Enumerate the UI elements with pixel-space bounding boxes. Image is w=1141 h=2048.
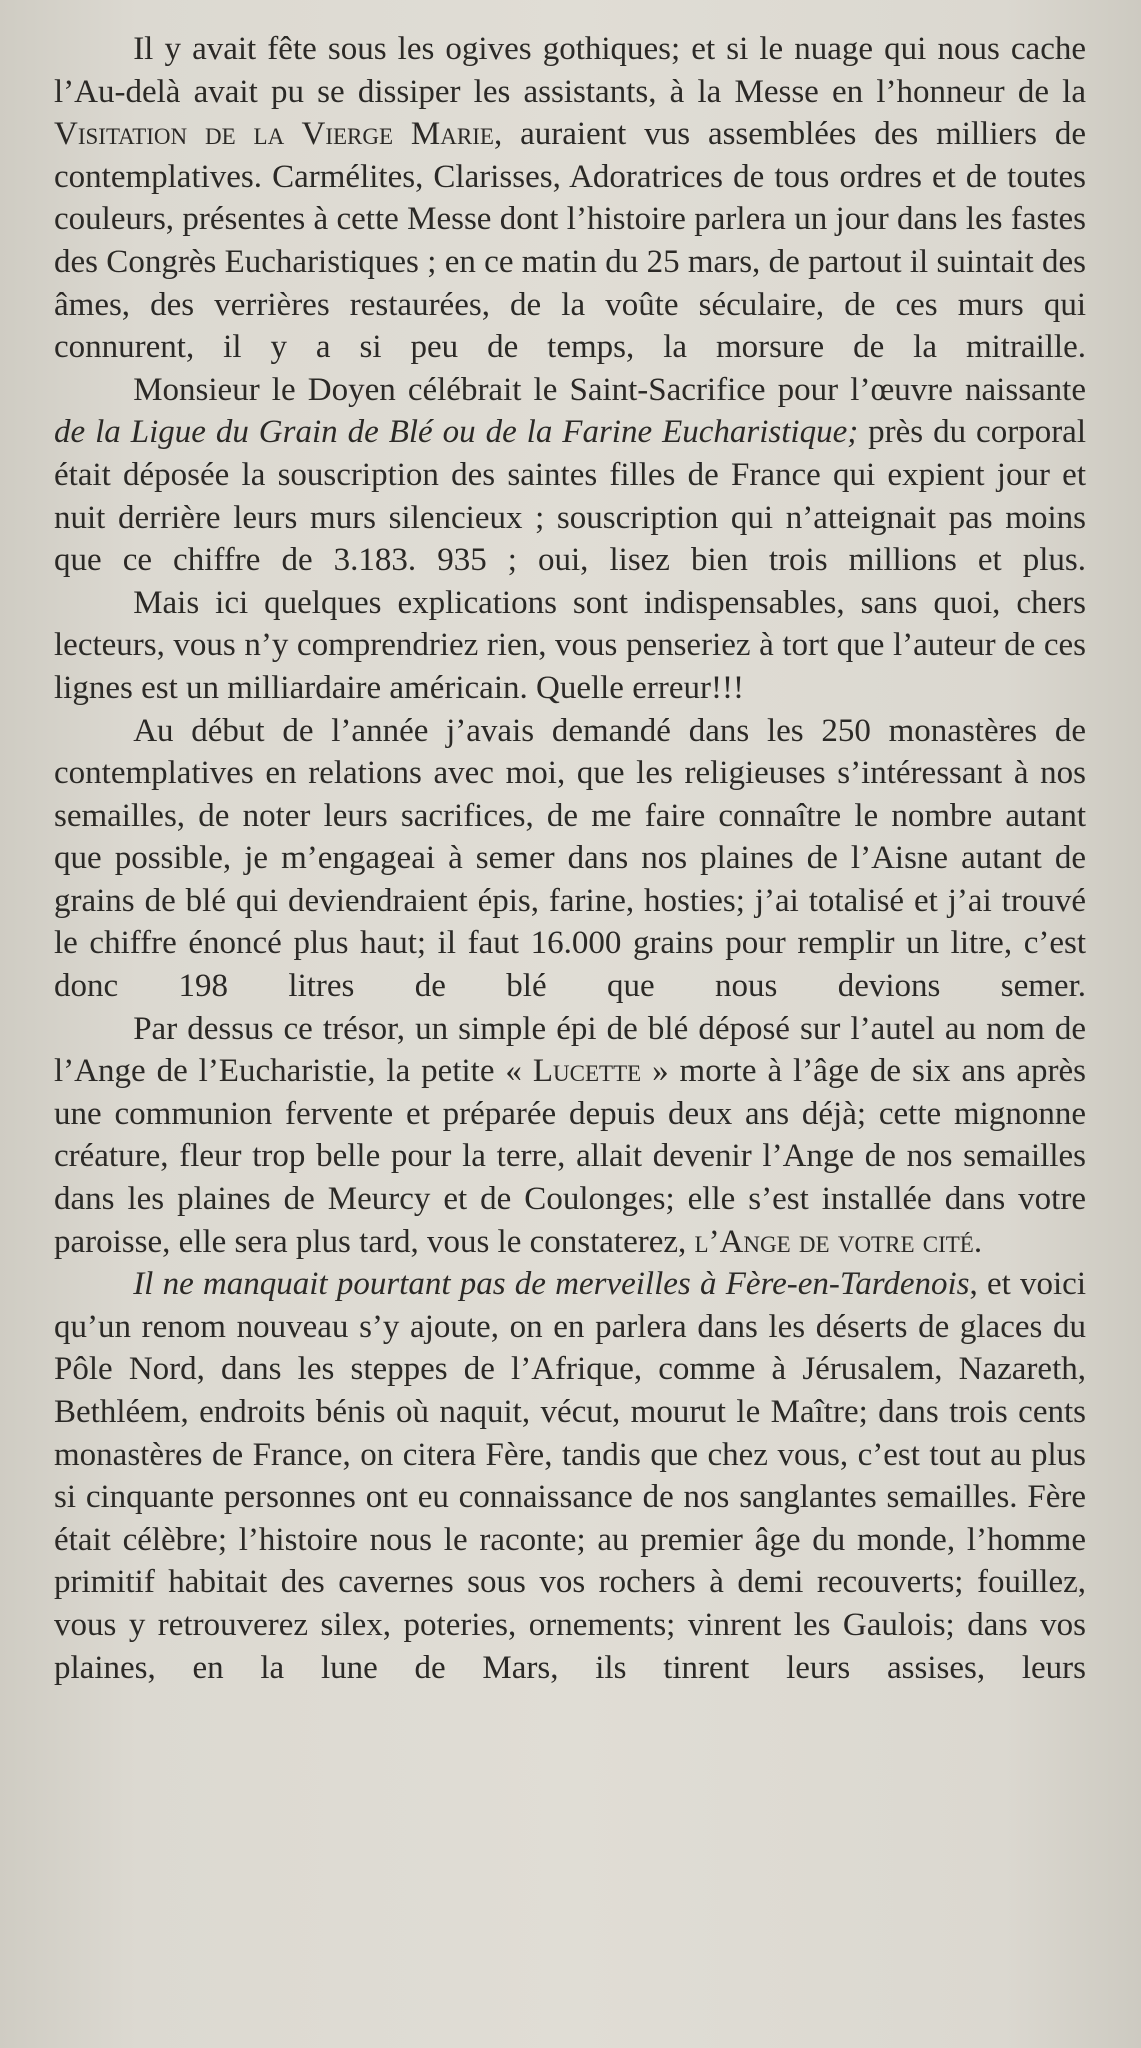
paragraph-6: Il ne manquait pourtant pas de merveilles à Fère-en-Tardenois, et voici qu’un renom nouveau s’y ajoute, on en parlera dans les déserts de glaces du Pôle Nord, dans les steppes de l’Afrique, comme à Jérusalem, Nazareth, Bethléem, endroits bénis où naquit, vécut, mourut le Maître; dans trois cents monastères de France, on citera Fère, tandis que chez vous, c’est tout au plus si cinquante personnes ont eu connaissance de nos sanglantes semailles. Fère était célèbre; l’histoire nous le raconte; au premier âge du monde, l’homme primitif habitait des cavernes sous vos rochers à demi recouverts; fouillez, vous y retrouverez silex, poteries, ornements; vinrent les Gaulois; dans vos plaines, en la lune de Mars, ils tinrent leurs assises, leurs	[54, 1266, 1086, 1686]
paragraph-5: Par dessus ce trésor, un simple épi de blé déposé sur l’autel au nom de l’Ange de l’Eucharistie, la petite « Lucette » morte à l’âge de six ans après une communion fervente et préparée depuis deux ans déjà; cette mignonne créature, fleur trop belle pour la terre, allait devenir l’Ange de nos semailles dans les plaines de Meurcy et de Coulonges; elle s’est installée dans votre paroisse, elle sera plus tard, vous le constaterez, l’Ange de votre cité.	[54, 1010, 1086, 1260]
body-text	[54, 28, 1086, 1689]
paragraph-3: Mais ici quelques explications sont indispensables, sans quoi, chers lecteurs, vous n’y comprendriez rien, vous penseriez à tort que l’auteur de ces lignes est un milliardaire américain. Quelle erreur!!!	[54, 584, 1086, 706]
paragraph-2: Monsieur le Doyen célébrait le Saint-Sacrifice pour l’œuvre naissante de la Ligue du Grain de Blé ou de la Farine Eucharistique; près du corporal était déposée la souscription des saintes filles de France qui expient jour et nuit derrière leurs murs silencieux ; souscription qui n’atteignait pas moins que ce chiffre de 3.183. 935 ; oui, lisez bien trois millions et plus.	[54, 371, 1087, 579]
paragraph-1: Il y avait fête sous les ogives gothiques; et si le nuage qui nous cache l’Au-delà avait pu se dissiper les assistants, à la Messe en l’honneur de la Visitation de la Vierge Marie, auraient vus assemblées des milliers de contemplatives. Carmélites, Clarisses, Adoratrices de tous ordres et de toutes couleurs, présentes à cette Messe dont l’histoire parlera un jour dans les fastes des Congrès Eucharistiques ; en ce matin du 25 mars, de partout il suintait des âmes, des verrières restaurées, de la voûte séculaire, de ces murs qui connurent, il y a si peu de temps, la morsure de la mitraille.	[54, 31, 1086, 366]
paragraph-4: Au début de l’année j’avais demandé dans les 250 monastères de contemplatives en relations avec moi, que les religieuses s’intéressant à nos semailles, de noter leurs sacrifices, de me faire connaître le nombre autant que possible, je m’engageai à semer dans nos plaines de l’Aisne autant de grains de blé qui deviendraient épis, farine, hosties; j’ai totalisé et j’ai trouvé le chiffre énoncé plus haut; il faut 16.000 grains pour remplir un litre, c’est donc 198 litres de blé que nous devions semer.	[54, 712, 1086, 1005]
